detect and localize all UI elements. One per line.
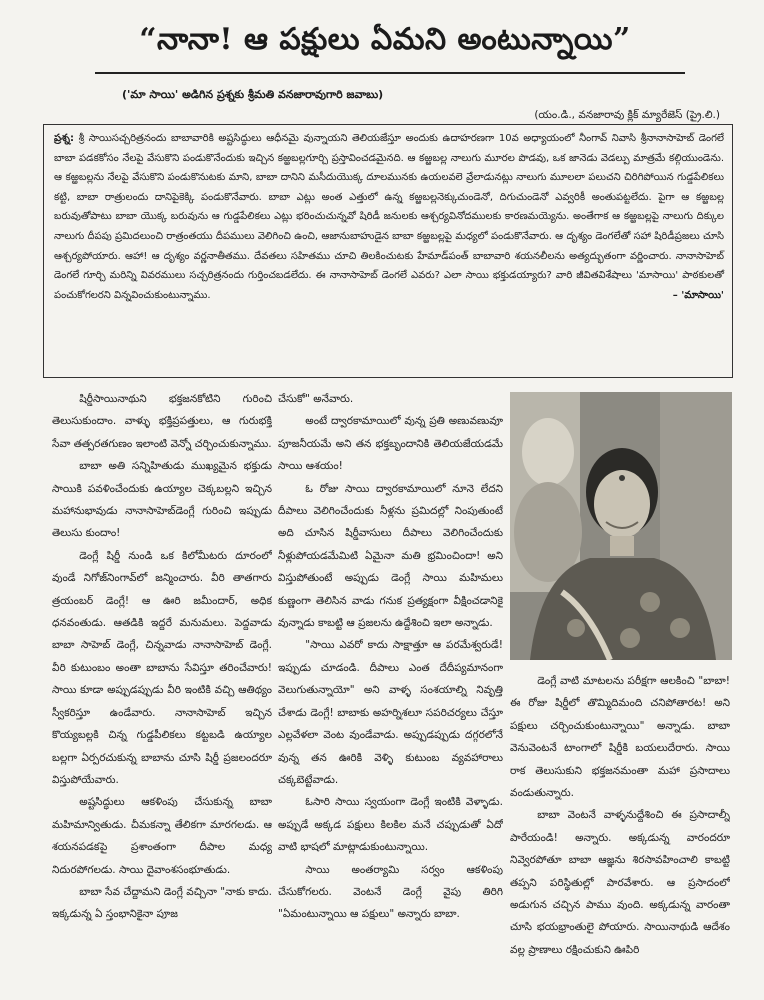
- paragraph: డెంగ్లే షిర్డీ నుండి ఒక కిలోమీటరు దూరంలో వుండే నిగోజ్‌నింగావ్‌లో జన్మించారు. వీరి తాతగారు త్రయంబర్ డెంగ్లే! ఆ ఊరి జమీందార్, అధిక ధనవంతుడు. ఆతడికి ఇద్దరే మనుమలు. పెద్దవాడు బాబా సాహెబ్ డెంగ్లే, చిన్నవాడు నానాసాహెబ్ డెంగ్లే. వీరి కుటుంబం అంతా బాబాను సేవిస్తూ తరించేవారు! సాయి కూడా అప్పుడప్పుడు వీరి ఇంటికి వచ్చి ఆతిథ్యం స్వీకరిస్తూ ఉండేవారు. నానాసాహెబ్ ఇచ్చిన కొయ్యబల్లకి చిన్న గుడ్డపీలికలు కట్టబడి ఉయ్యాల బల్లగా ఏర్పరచుకున్న బాబాను చూసి షిర్డీ ప్రజలందరూ విస్తుపోయేవారు.: [52, 549, 272, 786]
- paragraph: ఓ రోజు సాయి ద్వారకామాయిలో నూనె లేదని దీపాలు వెలిగించేందుకు నీళ్లను ప్రమిదల్లో నింపుతుంటే అది చూసిన షిర్డీవాసులు దీపాలు వెలిగించేందుకు నీళ్లుపోయడమేమిటి ఏమైనా మతి భ్రమించిందా! అని విస్తుపోతుంటే అప్పుడు డెంగ్లే సాయి మహిమలు కుణ్ణంగా తెలిసిన వాడు గనుక ప్రత్యక్షంగా వీక్షించడానికై వున్నాడు కాబట్టి ఆ ప్రజలను ఉద్దేశించి ఇలా అన్నాడు.: [278, 482, 503, 630]
- question-signature: – 'మాసాయి': [672, 289, 724, 301]
- paragraph: బాబా సేవ చేద్దామని డెంగ్లే వచ్చినా "నాకు కాదు. ఇక్కడున్న ఏ స్తంభానికైనా పూజ: [52, 885, 272, 921]
- paragraph: ఓసారి సాయి స్వయంగా డెంగ్లే ఇంటికి వెళ్ళాడు. అప్పుడే అక్కడ పక్షులు కిలకిల మనే చప్పుడుతో ఏదో వాటి భాషలో మాట్లాడుకుంటున్నాయి.: [278, 796, 503, 854]
- article-subtitle: ('మా సాయి' అడిగిన ప్రశ్నకు శ్రీమతి వనజారావుగారి జవాబు): [122, 88, 384, 101]
- text-column-1: [52, 388, 272, 996]
- paragraph: అష్టసిద్ధులు ఆకళింపు చేసుకున్న బాబా మహిమాన్వితుడు. చీమకన్నా తేలికగా మారగలడు. ఆ శయనపడకపై ప్రశాంతంగా దీపాల మధ్య నిదురపోగలడు. సాయి దైవాంశసంభూతుడు.: [52, 796, 272, 876]
- question-text: శ్రీ సాయిసచ్చరిత్రనందు బాబావారికి అష్టసిద్ధులు ఆధీనమై వున్నాయని తెలియజేస్తూ అందుకు ఉదాహరణగా 10వ అధ్యాయంలో నీంగావ్ నివాసి శ్రీనానాసాహెబ్ డెంగలే బాబా పడకకోసం నేలపై వేసుకొని పండుకొనేందుకు ఇచ్చిన కఱ్ఱబల్లగూర్చి ప్రస్తావించడమైనది. ఆ కఱ్ఱబల్ల నాలుగు మూరల పొడవు, ఒక జానెడు వెడల్పు మాత్రమే కల్గియుండెను. ఆ కఱ్ఱబల్లను నేలపై వేసుకొని పండుకొనుటకు మాని, బాబా దానిని మసీదుయొక్క దూలమునకు ఉయలవలె వ్రేలాడునట్లు నాలుగు మూలలా పలుచని చిరిగిపోయిన గుడ్డపేలికలు కట్టి, బాబా రాత్రులందు దానిపైకెక్కి పండుకొనేవారు. బాబా ఎట్లు అంత ఎత్తులో ఉన్న కఱ్ఱబల్లనెక్కుచుండెనో, దిగుచుండెనో ఎవ్వరికీ అంతుపట్టలేదు. పైగా ఆ కఱ్ఱబల్ల బరువుతోపాటు బాబా యొక్క బరువును ఆ గుడ్డపేలికలు ఎట్లు భరించుచున్నవో షిరిడీ జనులకు ఆశ్చర్యవినోదములకు కారణమయ్యెను. అంతేగాక ఆ కఱ్ఱబల్లపై నాలుగు దిక్కుల నాలుగు దీపపు ప్రమిదలుంచి రాత్రంతయు దీపములు వెలిగించి ఉంచి, ఆజానుబాహుడైన బాబా కఱ్ఱబల్లపై మధ్యలో పండుకొనేవారు. ఆ దృశ్యం డెంగలేతో సహా షిరిడీప్రజలు చూసి ఆశ్చర్యపోయారు. ఆహా! ఆ దృశ్యం వర్ణనాతీతము. దేవతలు సహితము చూచి తిలకించుటకు హేమాడ్‌పంత్ బాబావారి శయనలీలను అత్యద్భుతంగా వర్ణించారు. నానాసాహెబ్ డెంగలే గూర్చి మరిన్ని వివరములు సచ్చరిత్రనందు గుర్తించబడలేదు. ఈ నానాసాహెబ్ డెంగలే ఎవరు? ఎలా సాయి భక్తుడయ్యారు? వారి జీవితవిశేషాలు 'మాసాయి' పాఠకులతో పంచుకోగలరని విన్నవించుకుంటున్నాము.: [54, 133, 724, 301]
- text-column-3: [510, 670, 730, 996]
- question-box: [43, 124, 733, 378]
- paragraph: సాయి అంతర్యామి సర్వం ఆకళింపు చేసుకోగలరు. వెంటనే డెంగ్లే వైపు తిరిగి "ఏమంటున్నాయి ఆ పక్షులు" అన్నారు బాబా.: [278, 863, 503, 921]
- text-column-2: [278, 388, 503, 996]
- paragraph: షిర్డీసాయినాథుని భక్తజనకోటిని గురించి తెలుసుకుందాం. వాళ్ళు భక్తిప్రపత్తులు, ఆ గురుభక్తి సేవా తత్పరతగుణం ఇలాంటి వెన్నో చర్చించుకున్నాము.: [52, 393, 272, 450]
- paragraph: "సాయి ఎవరో కాదు సాక్షాత్తూ ఆ పరమేశ్వరుడే! ఇప్పుడు చూడండి. దీపాలు ఎంత దేదీప్యమానంగా వెలుగుతున్నాయో" అని వాళ్ళ సంశయాల్ని నివృత్తి చేశాడు డెంగ్లే! బాబాకు అహర్నిశలూ సపరిచర్యలు చేస్తూ ఎల్లవేళలా వెంట వుండేవాడు. అప్పుడప్పుడు దగ్గరలోనే వున్న తన ఊరికి వెళ్ళి కుటుంబ వ్యవహారాలు చక్కబెట్టేవాడు.: [278, 639, 503, 786]
- question-label: ప్రశ్న:: [54, 133, 74, 144]
- paragraph: బాబా వెంటనే వాళ్ళనుద్దేశించి ఈ ప్రసాదాల్నీ పారేయండి! అన్నారు. అక్కడున్న వారందరూ నివ్వెరపోతూ బాబా ఆజ్ఞను శిరసావహించాలి కాబట్టి తప్పని పరిస్థితుల్లో పారవేశారు. ఆ ప్రసాదంలో అడుగున చచ్చిన పాము వుంది. అక్కడున్న వారంతా చూసి భయభ్రాంతులై పోయారు. సాయినాథుడి ఆదేశం వల్ల ప్రాణాలు రక్షించుకుని ఊపిరి: [510, 809, 730, 956]
- paragraph: అంటే ద్వారకామాయిలో వున్న ప్రతి అణువణువూ పూజనీయమే అని తన భక్తబృందానికి తెలియజేయడమే సాయి ఆశయం!: [278, 415, 503, 473]
- author-photo: [510, 392, 732, 660]
- paragraph: డెంగ్లే వాటి మాటలను పరీక్షగా ఆలకించి "బాబా! ఈ రోజు షిర్డీలో తొమ్మిదిమంది చనిపోతారట! అని పక్షులు చర్చించుకుంటున్నాయి" అన్నాడు. బాబా వెనువెంటనే టాంగాలో షిర్డీకి బయలుదేరారు. సాయి రాక తెలుసుకుని భక్తజనమంతా మహా ప్రసాదాలు వండుతున్నారు.: [510, 675, 730, 800]
- paragraph: చేసుకో" అనేవారు.: [278, 393, 354, 405]
- author-credit: (యం.డి., వనజారావు క్లిక్ మ్యారేజెస్ (ప్రై.లి.): [534, 109, 720, 121]
- paragraph: బాబా అతి సన్నిహితుడు ముఖ్యమైన భక్తుడు సాయికి పవళించేందుకు ఉయ్యాల చెక్కబల్లని ఇచ్చిన మహానుభావుడు నానాసాహెబ్‌డెంగ్లే గురించి ఇప్పుడు తెలుసు కుందాం!: [52, 460, 272, 540]
- article-title: “నానా! ఆ పక్షులు ఏమని అంటున్నాయి”: [139, 22, 631, 57]
- title-underline: [95, 72, 685, 74]
